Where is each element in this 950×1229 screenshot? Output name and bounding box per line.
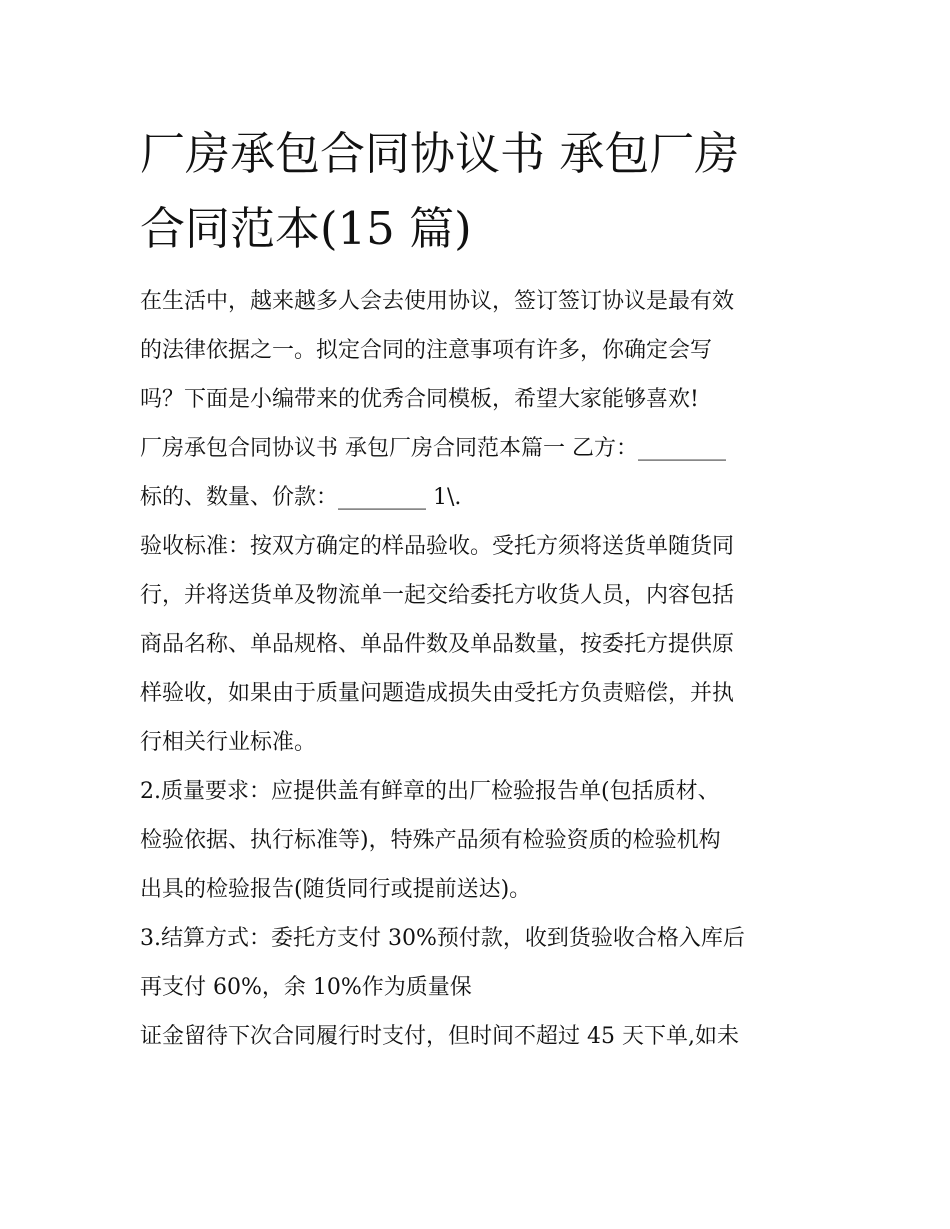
body-line: 厂房承包合同协议书 承包厂房合同范本篇一 乙方：________ (140, 436, 726, 461)
body-line: 行，并将送货单及物流单一起交给委托方收货人员，内容包括 (140, 583, 735, 608)
body-line: 行相关行业标准。 (140, 730, 317, 755)
body-line: 商品名称、单品规格、单品件数及单品数量，按委托方提供原 (140, 632, 735, 657)
body-line: 证金留待下次合同履行时支付，但时间不超过 45 天下单,如未 (140, 1024, 739, 1049)
title-line-2: 合同范本(15 篇) (140, 202, 472, 255)
document-body (140, 277, 820, 1061)
body-line: 的法律依据之一。拟定合同的注意事项有许多，你确定会写 (140, 338, 713, 363)
body-line: 3.结算方式：委托方支付 30%预付款，收到货验收合格入库后 (140, 926, 745, 951)
title-line-1: 厂房承包合同协议书 承包厂房 (140, 127, 740, 180)
body-line: 再支付 60%，余 10%作为质量保 (140, 975, 472, 1000)
body-line: 2.质量要求：应提供盖有鲜章的出厂检验报告单(包括质材、 (140, 779, 720, 804)
body-line: 出具的检验报告(随货同行或提前送达)。 (140, 877, 532, 902)
body-line: 检验依据、执行标准等)，特殊产品须有检验资质的检验机构 (140, 828, 721, 853)
body-line: 样验收，如果由于质量问题造成损失由受托方负责赔偿，并执 (140, 681, 735, 706)
body-line: 验收标准：按双方确定的样品验收。受托方须将送货单随货同 (140, 534, 735, 559)
body-line: 在生活中，越来越多人会去使用协议，签订签订协议是最有效 (140, 289, 735, 314)
document-title (140, 116, 820, 266)
body-line: 标的、数量、价款：________ 1\. (140, 485, 462, 510)
body-line: 吗？下面是小编带来的优秀合同模板，希望大家能够喜欢! (140, 387, 699, 412)
